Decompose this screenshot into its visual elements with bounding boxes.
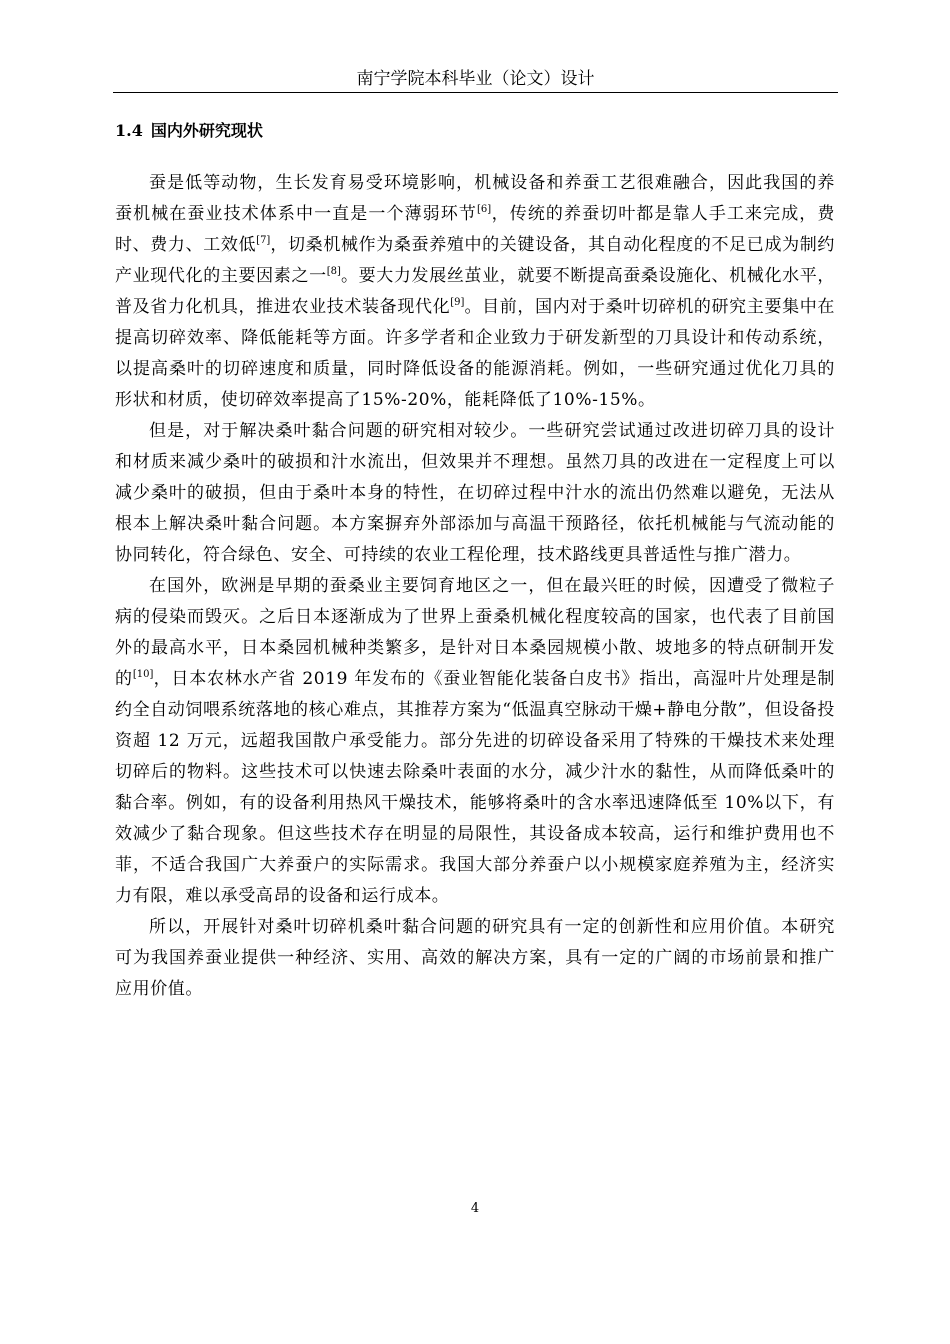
section-title: 国内外研究现状: [150, 121, 263, 140]
paragraph: [115, 571, 835, 912]
paragraph: [115, 416, 835, 571]
paragraph-text: 所以，开展针对桑叶切碎机桑叶黏合问题的研究具有一定的创新性和应用价值。本研究可为我国养蚕业提供一种经济、实用、高效的解决方案，具有一定的广阔的市场前景和推广应用价值。: [115, 917, 835, 999]
section-heading: [115, 118, 263, 144]
paragraph-text: 。要大力发展丝茧业，就要不断提高蚕桑设施化、机械化水平，普及省力化机具，推进农业技术装备现代化: [115, 266, 835, 317]
paragraph-text: ，日本农林水产省 2019 年发布的《蚕业智能化装备白皮书》指出，高湿叶片处理是制约全自动饲喂系统落地的核心难点，其推荐方案为“低温真空脉动干燥+静电分散”，但设备投资超 12 万元，远超我国散户承受能力。部分先进的切碎设备采用了特殊的干燥技术来处理切碎后的物料。这些技术可以快速去除桑叶表面的水分，减少汁水的黏性，从而降低桑叶的黏合率。例如，有的设备利用热风干燥技术，能够将桑叶的含水率迅速降低至 10%以下，有效减少了黏合现象。但这些技术存在明显的局限性，其设备成本较高，运行和维护费用也不菲，不适合我国广大养蚕户的实际需求。我国大部分养蚕户以小规模家庭养殖为主，经济实力有限，难以承受高昂的设备和运行成本。: [115, 669, 836, 906]
paragraph-text: ，切桑机械作为桑蚕养殖中的关键设备，其自动化程度的不足已成为制约产业现代化的主要因素之一: [115, 235, 835, 286]
body-text: [115, 168, 835, 1005]
header-rule: [113, 92, 838, 93]
page-number: 4: [470, 1201, 480, 1216]
paragraph-text: 在国外，欧洲是早期的蚕桑业主要饲育地区之一，但在最兴旺的时候，因遭受了微粒子病的侵染而毁灭。之后日本逐渐成为了世界上蚕桑机械化程度较高的国家，也代表了目前国外的最高水平，日本桑园机械种类繁多，是针对日本桑园规模小散、坡地多的特点研制开发的: [115, 576, 835, 689]
citation-marker: [10]: [132, 669, 154, 680]
citation-marker: [9]: [450, 297, 465, 308]
citation-marker: [7]: [256, 235, 271, 246]
paragraph-text: 但是，对于解决桑叶黏合问题的研究相对较少。一些研究尝试通过改进切碎刀具的设计和材质来减少桑叶的破损和汁水流出，但效果并不理想。虽然刀具的改进在一定程度上可以减少桑叶的破损，但由于桑叶本身的特性，在切碎过程中汁水的流出仍然难以避免，无法从根本上解决桑叶黏合问题。本方案摒弃外部添加与高温干预路径，依托机械能与气流动能的协同转化，符合绿色、安全、可持续的农业工程伦理，技术路线更具普适性与推广潜力。: [115, 421, 835, 565]
citation-marker: [8]: [326, 266, 341, 277]
paragraph-text: ，传统的养蚕切叶都是靠人手工来完成，费时、费力、工效低: [115, 204, 836, 255]
paragraph-text: 。目前，国内对于桑叶切碎机的研究主要集中在提高切碎效率、降低能耗等方面。许多学者和企业致力于研发新型的刀具设计和传动系统，以提高桑叶的切碎速度和质量，同时降低设备的能源消耗。例如，一些研究通过优化刀具的形状和材质，使切碎效率提高了15%-20%，能耗降低了10%-15%。: [115, 297, 835, 410]
paragraph-text: 蚕是低等动物，生长发育易受环境影响，机械设备和养蚕工艺很难融合，因此我国的养蚕机械在蚕业技术体系中一直是一个薄弱环节: [115, 173, 835, 224]
section-number: 1.4: [115, 121, 143, 140]
paragraph: [115, 912, 835, 1005]
paragraph: [115, 168, 835, 416]
running-header: 南宁学院本科毕业（论文）设计: [356, 69, 595, 89]
citation-marker: [6]: [476, 204, 492, 215]
